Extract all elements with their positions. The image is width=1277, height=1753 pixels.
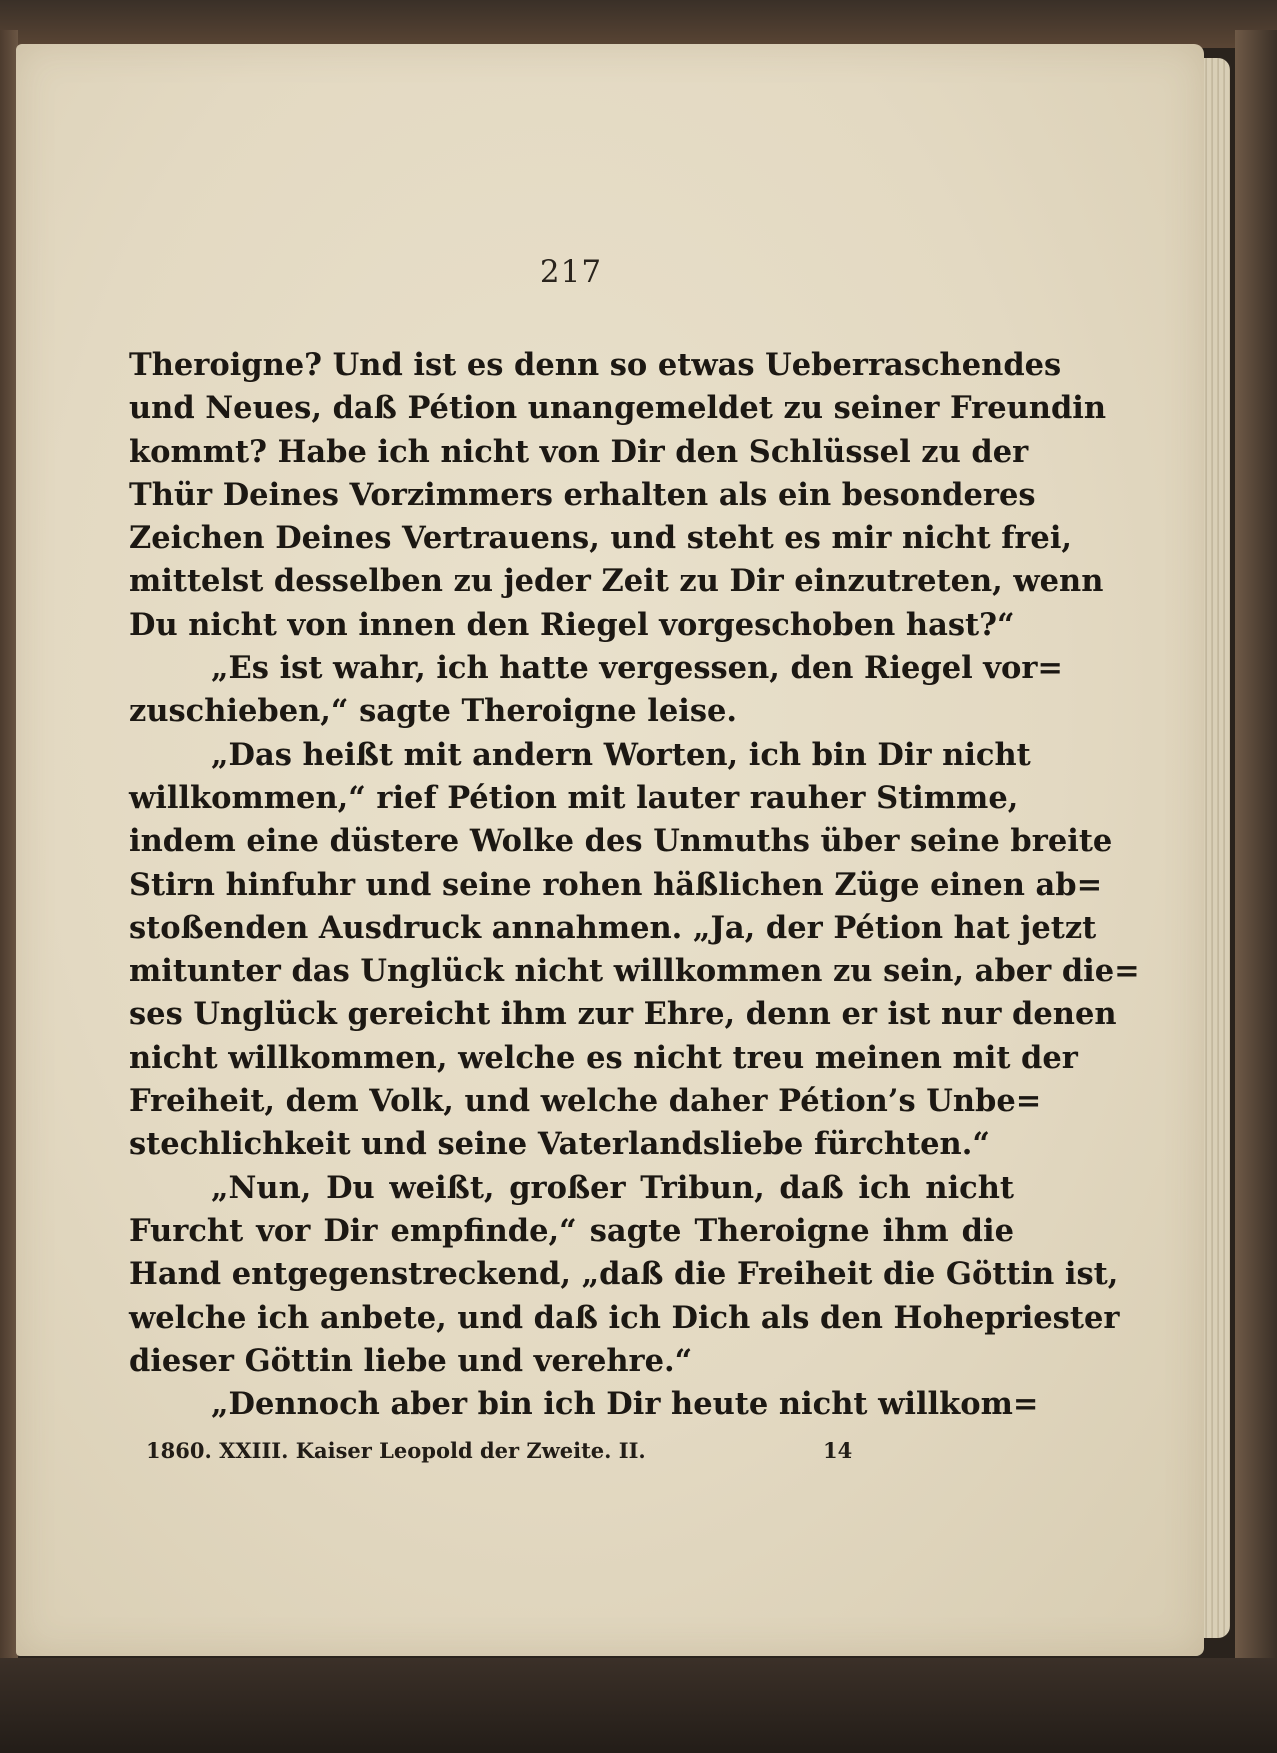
text-line: stoßenden Ausdruck annahmen. „Ja, der Pétion hat jetzt (129, 909, 1097, 946)
text-line: Du nicht von innen den Riegel vorgeschoben hast?“ (129, 606, 1015, 643)
book-cover-bottom-edge (0, 1658, 1277, 1753)
text-line: Hand entgegenstreckend, „daß die Freiheit die Göttin ist, (129, 1256, 1119, 1293)
text-line: „Es ist wahr, ich hatte vergessen, den Riegel vor= (211, 650, 1063, 687)
book-cover-top-edge (0, 0, 1277, 48)
text-line: indem eine düstere Wolke des Unmuths über seine breite (129, 823, 1113, 860)
footer-sheet-number: 14 (823, 1438, 853, 1463)
page-footer (146, 1438, 866, 1463)
text-line: nicht willkommen, welche es nicht treu meinen mit der (129, 1039, 1078, 1076)
footer-signature: 1860. XXIII. Kaiser Leopold der Zweite. II. (146, 1438, 646, 1463)
page-number: 217 (539, 254, 603, 290)
page-text (129, 344, 1140, 1426)
book-cover-right-edge (1235, 30, 1277, 1753)
book-page (16, 44, 1204, 1656)
text-line: stechlichkeit und seine Vaterlandsliebe fürchten.“ (129, 1126, 990, 1163)
text-line: dieser Göttin liebe und verehre.“ (129, 1342, 693, 1379)
text-line: kommt? Habe ich nicht von Dir den Schlüssel zu der (129, 433, 1029, 470)
text-line: Thür Deines Vorzimmers erhalten als ein besonderes (129, 476, 1036, 513)
text-line: mittelst desselben zu jeder Zeit zu Dir einzutreten, wenn (129, 563, 1104, 600)
text-line: mitunter das Unglück nicht willkommen zu sein, aber die= (129, 953, 1140, 990)
text-line: welche ich anbete, und daß ich Dich als den Hohepriester (129, 1299, 1120, 1336)
text-line: willkommen,“ rief Pétion mit lauter rauher Stimme, (129, 779, 1019, 816)
text-line: „Dennoch aber bin ich Dir heute nicht willkom= (211, 1386, 1039, 1423)
text-line: Furcht vor Dir empfinde,“ sagte Theroigne ihm die (129, 1212, 1014, 1249)
text-line: und Neues, daß Pétion unangemeldet zu seiner Freundin (129, 390, 1107, 427)
text-line: ses Unglück gereicht ihm zur Ehre, denn er ist nur denen (129, 996, 1117, 1033)
text-line: Theroigne? Und ist es denn so etwas Ueberraschendes (129, 347, 1062, 383)
text-line: Stirn hinfuhr und seine rohen häßlichen Züge einen ab= (129, 866, 1103, 903)
text-line: „Nun, Du weißt, großer Tribun, daß ich nicht (211, 1169, 1014, 1206)
text-line: Freiheit, dem Volk, und welche daher Pétion’s Unbe= (129, 1083, 1042, 1120)
text-line: Zeichen Deines Vertrauens, und steht es mir nicht frei, (129, 520, 1073, 557)
text-line: „Das heißt mit andern Worten, ich bin Dir nicht (211, 736, 1031, 773)
text-line: zuschieben,“ sagte Theroigne leise. (129, 693, 738, 730)
